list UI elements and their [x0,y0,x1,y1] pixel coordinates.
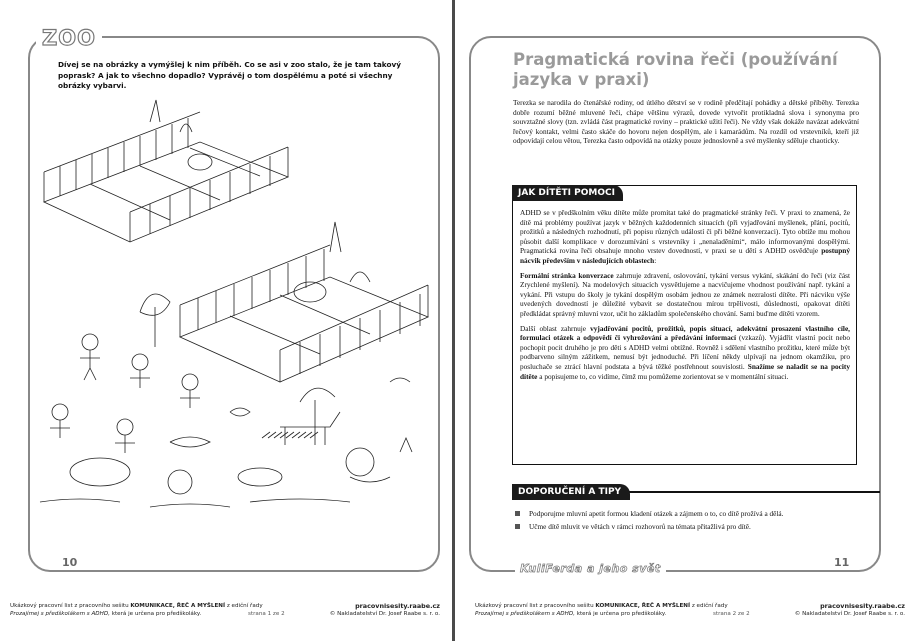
zoo-instructions: Dívej se na obrázky a vymýšlej k nim příběh. Co se asi v zoo stalo, že je tam takový poprask? A jak to všechno dopadlo? Vyprávěj o tom dospělému a poté si všechny obrázky vybarvi. [58,60,401,90]
page-title: Pragmatická rovina řeči (používání jazyka v praxi) [513,50,838,89]
help-box-heading: JAK DÍTĚTI POMOCI [512,185,623,201]
help-p2-text: zahrnuje zdravení, oslovování, tykání versus vykání, skákání do řeči (viz část Zrychlené myšlení). Na modelových situacích vysvětlujeme a nacvičujeme vhodnost používání např. tykání a vykání. Při vstupu do školy je tykání dospělým osobám jednou ze známek nezralosti dítěte. Při nácviku výše uvedených dovedností je důležité vybavit se dostatečnou mírou trpělivosti, důslednosti, opakovat dítěti předkládat správný mluvní vzor, učit ho základům společenského chování. Sami buďme dítěti vzorem. [520,270,851,318]
help-paragraph-3 [520,324,850,382]
footer-site-link[interactable]: pracovnisesity.raabe.cz [820,602,905,610]
footer-book-title: KOMUNIKACE, ŘEČ A MYŠLENÍ [130,603,226,609]
tip-item: Učme dítě mluvit ve větách v rámci rozhovorů na témata přitažlivá pro dítě. [513,522,859,532]
footer-right [330,602,440,618]
footer-series: Prozajímej s předškolákem s ADHD, [475,611,575,617]
help-paragraph-2 [520,271,850,319]
help-p1-bold: postupný nácvik především v následujících oblastech [520,246,851,265]
footer-series-suffix: která je určena pro předškoláky. [111,611,202,617]
footer-publisher: © Nakladatelství Dr. Josef Raabe s. r. o. [329,611,440,617]
zoo-enclosure-ground-2 [180,277,428,382]
zoo-heading: ZOO [36,26,102,50]
zoo-cage-bars-2 [180,245,428,382]
giraffe-shape-1 [150,100,192,132]
footer-suffix: z ediční řady [226,603,263,609]
bird-shape [350,438,412,482]
help-p2-bold: Formální stránka konverzace [520,270,614,280]
tip-item: Podporujme mluvní apetit formou kladení otázek a zájmem o to, co dítě prožívá a dělá. [513,509,859,519]
footer-right [795,602,905,618]
lion-cub-shape [346,448,374,476]
left-page [0,0,452,641]
help-p3-bold2: Snažíme se naladit se na pocity dítěte [520,361,851,381]
palm-tree-2 [300,388,335,445]
help-p3-bold: vyjadřování pocitů, prožitků, popis situací, adekvátní prosazení vlastního cíle, formulaci otázek a odpovědí či vyhrožování a předávání informací [520,323,851,343]
help-p3-b: (vzkazů). Vyjádřit vlastní pocit nebo pochopit pocit druhého je pro děti s ADHD velmi obtížné. Rovněž i sdělení vlastního prožitku, které může být podbarveno silným zážitkem, nemusí být jednoduché. Při líčení někdy ulpívají na jednom okamžiku, pro posluchače se ztrácí hlavní podstata a bývá těžké postřehnout souvislosti. [520,333,851,371]
page-number-left: 10 [58,556,81,569]
footer-series-suffix: která je určena pro předškoláky. [576,611,667,617]
elephant-shape-1 [188,154,212,170]
footer-page-label: strana 2 ze 2 [713,611,750,617]
footer-prefix: Ukázkový pracovní list z pracovního sešitu [475,603,594,609]
footer-page-label: strana 1 ze 2 [248,611,285,617]
footer-suffix: z ediční řady [691,603,728,609]
zebra-shape [280,412,340,445]
zoo-chaos-scene [40,294,412,507]
help-p1-text: ADHD se v předškolním věku dítěte může promítat také do pragmatické stránky řeči. V praxi to znamená, že dítě má problémy používat jazyk v běžných každodenních situacích (při vyjadřování myšlenek, přání, pocitů, prožitků a následných rozhodnutí, při popisu různých událostí či při běžné konverzaci). Tyto obtíže mu mohou působit další komplikace v dorozumívání s vrstevníky i „nenaladěními“, málo informovanými dospělými. Pragmatická rovina řeči obsahuje mnoho vrstev dovedností, v praxi se u dětí s ADHD osvědčuje [520,208,850,256]
intro-paragraph: Terezka se narodila do čtenářské rodiny, od útlého dětství se v rodině předčítají pohádky a dětské příběhy. Terezka dobře rozumí běžné mluvené řeči, chápe většinu výrazů, dovede vytvořit protikladná slova i synonyma pro souvztažné slovy (tzn. zvládá část pragmatické roviny – praktické užití řeči). Ne vždy však dokáže navázat adekvátní řečový kontakt, velmi často skáče do hovoru nejen dospělým, ale i kamarádům. Na rozdíl od vrstevníků, kteří již odpovídají celou větou, Terezka často odpovídá na otázky pouze jednoslovně a své myšlenky sděluje chaoticky. [513,98,859,146]
palm-tree-1 [140,294,170,347]
zoo-enclosure-ground-1 [44,142,288,242]
lion-shape [168,470,192,494]
help-p3-c: a popisujeme to, co vidíme, čímž mu pomůžeme zorientovat se v momentální situaci. [539,371,789,381]
footer-book-title: KOMUNIKACE, ŘEČ A MYŠLENÍ [595,603,691,609]
page-number-right: 11 [830,556,853,569]
small-animal-shapes [230,378,410,416]
ground-lines [40,499,350,507]
hippo-shape [70,458,130,486]
giraffe-shape-2 [330,222,370,282]
footer-left [10,602,440,618]
help-p3-a: Další oblast zahrnuje [520,323,587,333]
zoo-illustration [30,82,435,522]
brand-logo-text: KuliFerdа a jeho svět [515,562,666,575]
snake-shape [170,437,210,447]
help-paragraph-1 [520,208,850,266]
footer-publisher: © Nakladatelství Dr. Josef Raabe s. r. o. [794,611,905,617]
right-page [455,0,907,641]
zoo-cage-bars-1 [44,112,288,242]
footer-site-link[interactable]: pracovnisesity.raabe.cz [355,602,440,610]
help-box-body [520,208,850,386]
tips-heading: DOPORUČENÍ A TIPY [512,484,630,500]
footer-series: Prozajímej s předškolákem s ADHD, [10,611,110,617]
help-p1-end: : [654,255,657,265]
tips-list [513,509,859,534]
footer-right-page [475,602,905,618]
footer-prefix: Ukázkový pracovní list z pracovního sešitu [10,603,129,609]
tortoise-shape [238,468,282,486]
